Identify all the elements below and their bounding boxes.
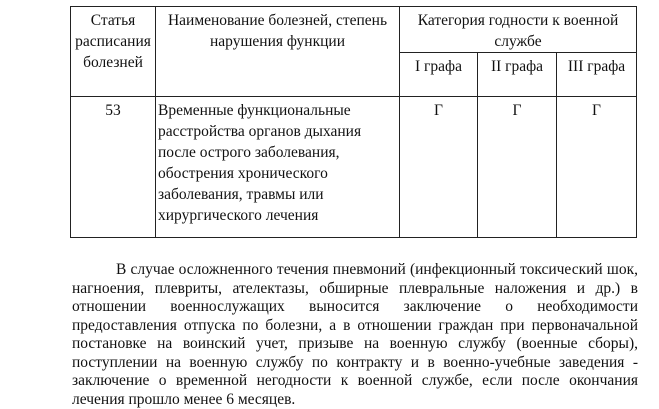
cell-grade2 [478,97,557,238]
header-col1-text: I графа [415,58,462,75]
header-article [71,7,156,97]
cell-name [156,97,400,238]
header-category-text: Категория годности к военной службе [417,12,619,50]
header-article-text: Статья расписания болезней [75,12,151,71]
header-col2 [478,53,557,97]
body-paragraph: В случае осложненного течения пневмоний (инфекционный токсический шок, нагноения, плевриты, ателектазы, обширные плевральные наложения и др.) в отношении военнослужащих выносится заключение о необходимости предоставления отпуска по болезни, а в отношении граждан при первоначальной постановке на воинский учет, призыве на военную службу (военные сборы), поступлении на военную службу по контракту и в военно-учебные заведения - заключение о временной негодности к военной службе, если после окончания лечения прошло менее 6 месяцев. [72,261,638,408]
article-number: 53 [105,102,121,119]
header-col1 [400,53,478,97]
grade-col1: Г [434,102,443,119]
grade-col3: Г [592,102,601,119]
header-name [156,7,400,97]
header-category [400,7,637,53]
grade-col2: Г [512,102,522,119]
header-col2-text: II графа [490,58,544,75]
header-name-text: Наименование болезней, степень нарушения функции [167,12,388,50]
disease-description: Временные функциональные расстройства органов дыхания после острого заболевания, обострения хронического заболевания, травмы или хирургического лечения [158,102,362,224]
cell-grade3 [557,97,637,238]
cell-article [71,97,156,238]
header-col3 [557,53,637,97]
header-col3-text: III графа [567,58,626,75]
cell-grade1 [400,97,478,238]
table-row [71,97,637,238]
fitness-table [70,6,637,238]
